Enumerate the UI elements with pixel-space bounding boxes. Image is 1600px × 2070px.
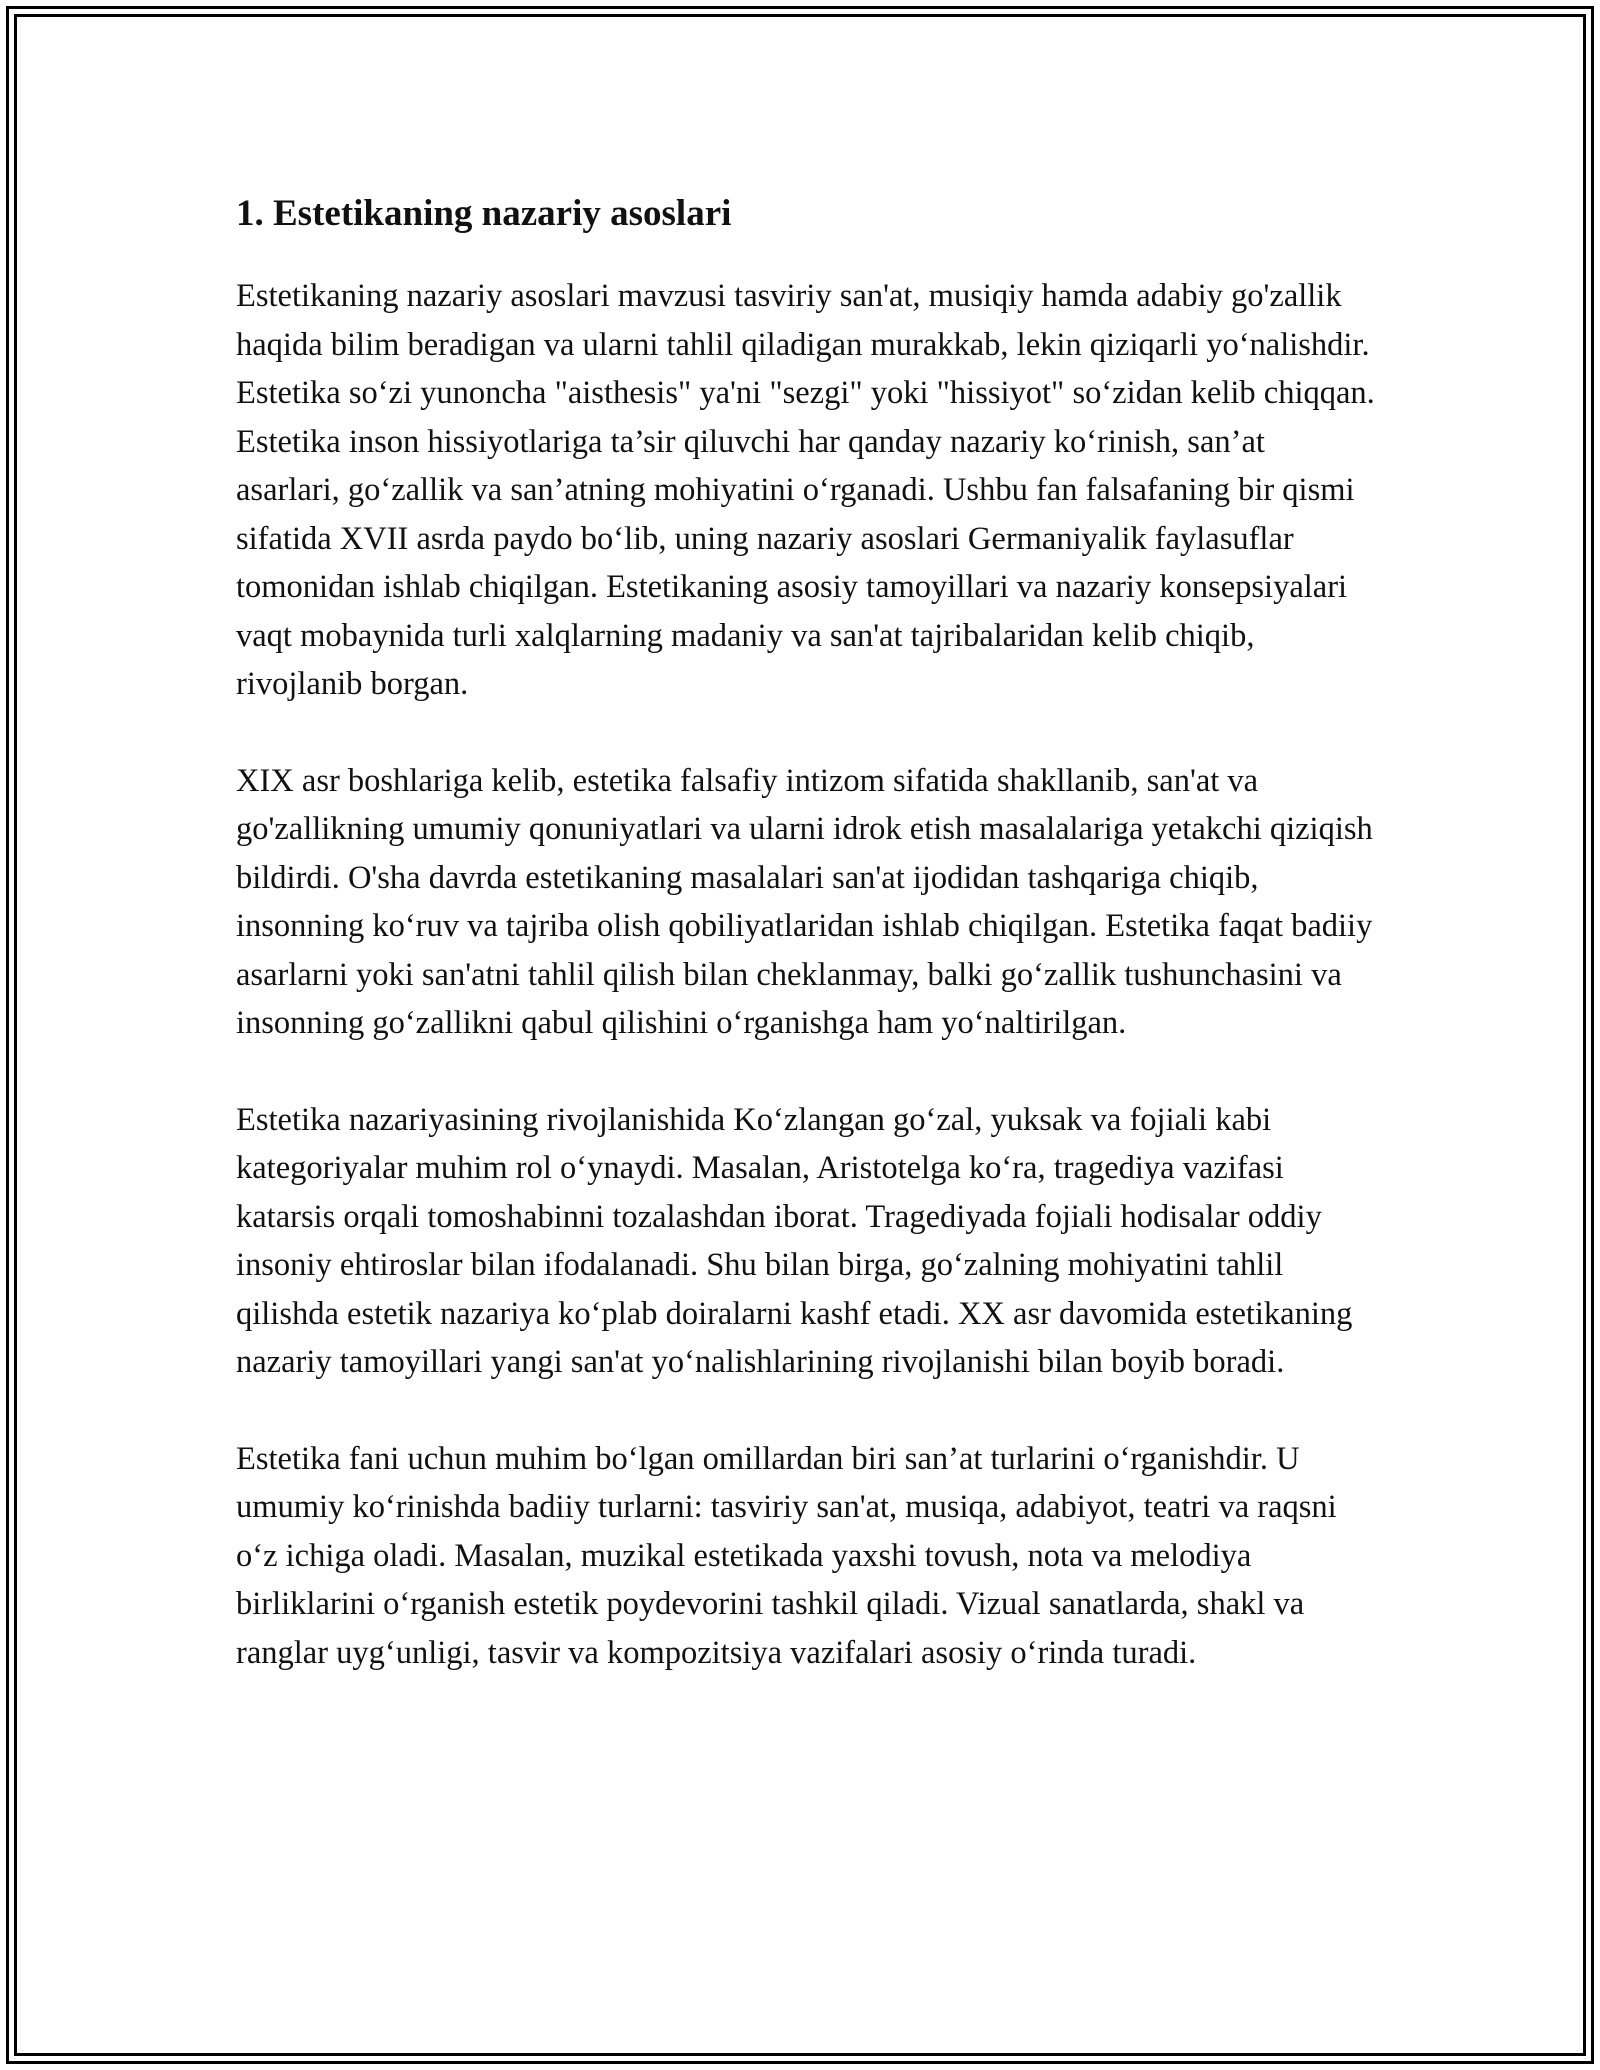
section-heading: 1. Estetikaning nazariy asoslari [236, 193, 732, 234]
paragraph-2: XIX asr boshlariga kelib, estetika falsafiy intizom sifatida shakllanib, san'at va go'zallikning umumiy qonuniyatlari va ularni idrok etish masalalariga yetakchi qiziqish bildirdi. O'sha davrda estetikaning masalalari san'at ijodidan tashqariga chiqib, insonning ko‘ruv va tajriba olish qobiliyatlaridan ishlab chiqilgan. Estetika faqat badiiy asarlarni yoki san'atni tahlil qilish bilan cheklanmay, balki go‘zallik tushunchasini va insonning go‘zallikni qabul qilishini o‘rganishga ham yo‘naltirilgan. [236, 762, 1373, 1041]
paragraph-3: Estetika nazariyasining rivojlanishida Ko‘zlangan go‘zal, yuksak va fojiali kabi kategoriyalar muhim rol o‘ynaydi. Masalan, Aristotelga ko‘ra, tragediya vazifasi katarsis orqali tomoshabinni tozalashdan iborat. Tragediyada fojiali hodisalar oddiy insoniy ehtiroslar bilan ifodalanadi. Shu bilan birga, go‘zalning mohiyatini tahlil qilishda estetik nazariya ko‘plab doiralarni kashf etadi. XX asr davomida estetikaning nazariy tamoyillari yangi san'at yo‘nalishlarining rivojlanishi bilan boyib boradi. [236, 1101, 1353, 1380]
document-body [236, 186, 1376, 1725]
paragraph-4: Estetika fani uchun muhim bo‘lgan omillardan biri san’at turlarini o‘rganishdir. U umumiy ko‘rinishda badiiy turlarni: tasviriy san'at, musiqa, adabiyot, teatri va raqsni o‘z ichiga oladi. Masalan, muzikal estetikada yaxshi tovush, nota va melodiya birliklarini o‘rganish estetik poydevorini tashkil qiladi. Vizual sanatlarda, shakl va ranglar uyg‘unligi, tasvir va kompozitsiya vazifalari asosiy o‘rinda turadi. [236, 1440, 1337, 1671]
paragraph-1: Estetikaning nazariy asoslari mavzusi tasviriy san'at, musiqiy hamda adabiy go'zallik haqida bilim beradigan va ularni tahlil qiladigan murakkab, lekin qiziqarli yo‘nalishdir. Estetika so‘zi yunoncha "aisthesis" ya'ni "sezgi" yoki "hissiyot" so‘zidan kelib chiqqan. Estetika inson hissiyotlariga ta’sir qiluvchi har qanday nazariy ko‘rinish, san’at asarlari, go‘zallik va san’atning mohiyatini o‘rganadi. Ushbu fan falsafaning bir qismi sifatida XVII asrda paydo bo‘lib, uning nazariy asoslari Germaniyalik faylasuflar tomonidan ishlab chiqilgan. Estetikaning asosiy tamoyillari va nazariy konsepsiyalari vaqt mobaynida turli xalqlarning madaniy va san'at tajribalaridan kelib chiqib, rivojlanib borgan. [236, 278, 1375, 702]
